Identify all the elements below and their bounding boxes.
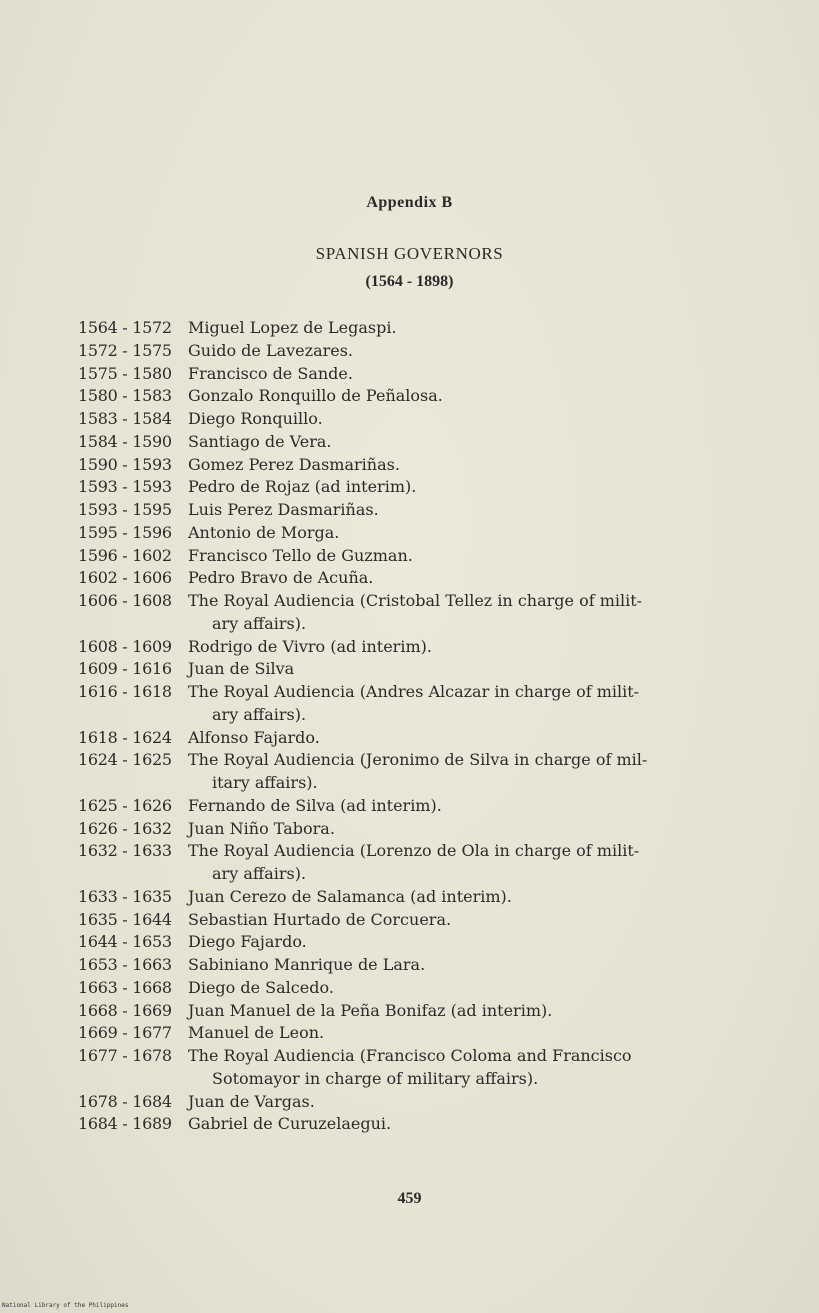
entry-governor	[188, 1045, 758, 1091]
entry-years: 1616 - 1618	[78, 682, 172, 701]
list-item	[78, 1091, 758, 1114]
list-item	[78, 840, 758, 886]
entry-governor	[188, 431, 758, 454]
entry-years: 1584 - 1590	[78, 431, 172, 451]
entry-governor	[188, 1113, 758, 1136]
entry-text: Alfonso Fajardo.	[188, 727, 320, 747]
entry-text-continuation: ary affairs).	[212, 864, 307, 883]
entry-text: Sabiniano Manrique de Lara.	[188, 955, 426, 974]
list-item	[78, 363, 758, 386]
entry-governor	[188, 1091, 758, 1114]
entry-years: 1635 - 1644	[78, 909, 172, 929]
entry-text-continuation: ary affairs).	[212, 704, 307, 724]
list-item	[78, 636, 758, 659]
entry-years: 1684 - 1689	[78, 1114, 172, 1134]
entry-years: 1572 - 1575	[78, 340, 172, 360]
entry-years: 1596 - 1602	[78, 545, 172, 565]
entry-text: Pedro Bravo de Acuña.	[188, 568, 374, 588]
entry-text: Luis Perez Dasmariñas.	[188, 500, 379, 519]
list-item	[78, 317, 758, 340]
entry-text: Juan de Vargas.	[188, 1091, 315, 1111]
entry-years: 1583 - 1584	[78, 409, 172, 428]
entry-years: 1618 - 1624	[78, 727, 172, 747]
list-item	[78, 567, 758, 590]
list-item	[78, 727, 758, 750]
entry-text: Santiago de Vera.	[188, 431, 332, 451]
entry-text: The Royal Audiencia (Lorenzo de Ola in charge of milit-	[188, 841, 640, 861]
list-item	[78, 385, 758, 408]
entry-governor	[188, 545, 758, 568]
list-item	[78, 931, 758, 954]
entry-text: Manuel de Leon.	[188, 1023, 325, 1043]
entry-governor	[188, 977, 758, 1000]
entry-governor	[188, 408, 758, 431]
list-item	[78, 545, 758, 568]
entry-governor	[188, 909, 758, 932]
entry-text-continuation: itary affairs).	[212, 773, 318, 792]
entry-governor	[188, 1000, 758, 1023]
entry-years: 1564 - 1572	[78, 318, 172, 337]
entry-text: Juan Niño Tabora.	[188, 818, 335, 838]
entry-years: 1632 - 1633	[78, 841, 172, 861]
entry-governor	[188, 795, 758, 818]
list-item	[78, 408, 758, 431]
list-item	[78, 818, 758, 841]
entry-text: Sebastian Hurtado de Corcuera.	[188, 909, 452, 929]
list-item	[78, 431, 758, 454]
entry-governor	[188, 317, 758, 340]
list-item	[78, 590, 758, 636]
entry-text-continuation: Sotomayor in charge of military affairs).	[212, 1068, 539, 1088]
entry-governor	[188, 1022, 758, 1045]
entry-governor	[188, 522, 758, 545]
entry-text: Diego Ronquillo.	[188, 409, 323, 428]
entry-governor	[188, 727, 758, 750]
governor-list	[78, 317, 758, 1136]
entry-governor	[188, 681, 758, 727]
entry-years: 1625 - 1626	[78, 795, 172, 815]
entry-governor	[188, 567, 758, 590]
entry-governor	[188, 954, 758, 977]
entry-text: Rodrigo de Vivro (ad interim).	[188, 636, 432, 656]
entry-text: Juan de Silva	[188, 659, 295, 679]
entry-years: 1669 - 1677	[78, 1023, 172, 1043]
entry-text: Diego Fajardo.	[188, 932, 307, 952]
entry-years: 1602 - 1606	[78, 568, 172, 588]
list-item	[78, 886, 758, 909]
entry-text: Miguel Lopez de Legaspi.	[188, 318, 397, 337]
entry-years: 1626 - 1632	[78, 818, 172, 838]
list-item	[78, 954, 758, 977]
entry-years: 1593 - 1593	[78, 477, 172, 497]
list-item	[78, 476, 758, 499]
entry-text: Diego de Salcedo.	[188, 977, 334, 997]
entry-governor	[188, 476, 758, 499]
entry-years: 1593 - 1595	[78, 500, 172, 519]
entry-years: 1668 - 1669	[78, 1000, 172, 1020]
entry-governor	[188, 454, 758, 477]
entry-years: 1644 - 1653	[78, 932, 172, 952]
entry-text: Gonzalo Ronquillo de Peñalosa.	[188, 386, 443, 406]
entry-text: Francisco de Sande.	[188, 363, 353, 383]
entry-governor	[188, 840, 758, 886]
entry-years: 1677 - 1678	[78, 1046, 172, 1065]
entry-text: Antonio de Morga.	[188, 522, 340, 542]
entry-governor	[188, 590, 758, 636]
entry-years: 1580 - 1583	[78, 386, 172, 406]
list-item	[78, 340, 758, 363]
entry-text: The Royal Audiencia (Jeronimo de Silva in charge of mil-	[188, 750, 648, 770]
entry-governor	[188, 658, 758, 681]
entry-years: 1609 - 1616	[78, 659, 172, 679]
list-item	[78, 1000, 758, 1023]
entry-text: Guido de Lavezares.	[188, 340, 354, 360]
list-item	[78, 909, 758, 932]
entry-governor	[188, 749, 758, 795]
entry-governor	[188, 818, 758, 841]
page-number: 459	[397, 1190, 422, 1207]
list-item	[78, 522, 758, 545]
entry-governor	[188, 499, 758, 522]
entry-years: 1633 - 1635	[78, 886, 172, 906]
list-item	[78, 977, 758, 1000]
entry-years: 1678 - 1684	[78, 1091, 172, 1111]
library-footer: National Library of the Philippines	[2, 1302, 129, 1309]
entry-text-continuation: ary affairs).	[212, 613, 307, 633]
entry-text: The Royal Audiencia (Andres Alcazar in charge of milit-	[188, 682, 640, 701]
page-title: SPANISH GOVERNORS	[315, 244, 504, 263]
entry-years: 1663 - 1668	[78, 977, 172, 997]
entry-years: 1595 - 1596	[78, 522, 172, 542]
entry-text: Juan Cerezo de Salamanca (ad interim).	[188, 886, 512, 906]
list-item	[78, 1113, 758, 1136]
entry-governor	[188, 636, 758, 659]
entry-years: 1606 - 1608	[78, 591, 172, 610]
list-item	[78, 1045, 758, 1091]
appendix-label: Appendix B	[366, 194, 453, 211]
entry-text: Gomez Perez Dasmariñas.	[188, 454, 400, 474]
entry-years: 1608 - 1609	[78, 636, 172, 656]
list-item	[78, 681, 758, 727]
entry-governor	[188, 886, 758, 909]
list-item	[78, 499, 758, 522]
entry-governor	[188, 931, 758, 954]
list-item	[78, 1022, 758, 1045]
entry-text: Juan Manuel de la Peña Bonifaz (ad interim).	[188, 1000, 553, 1020]
entry-text: Pedro de Rojaz (ad interim).	[188, 477, 417, 497]
entry-governor	[188, 340, 758, 363]
entry-years: 1624 - 1625	[78, 750, 172, 770]
entry-years: 1575 - 1580	[78, 363, 172, 383]
list-item	[78, 749, 758, 795]
entry-text: Gabriel de Curuzelaegui.	[188, 1114, 392, 1134]
page-subtitle: (1564 - 1898)	[365, 273, 454, 290]
entry-text: The Royal Audiencia (Cristobal Tellez in charge of milit-	[188, 591, 643, 610]
list-item	[78, 795, 758, 818]
entry-years: 1653 - 1663	[78, 955, 172, 974]
entry-text: Fernando de Silva (ad interim).	[188, 795, 442, 815]
list-item	[78, 454, 758, 477]
entry-text: The Royal Audiencia (Francisco Coloma and Francisco	[188, 1046, 632, 1065]
entry-text: Francisco Tello de Guzman.	[188, 545, 413, 565]
list-item	[78, 658, 758, 681]
entry-years: 1590 - 1593	[78, 454, 172, 474]
entry-governor	[188, 363, 758, 386]
entry-governor	[188, 385, 758, 408]
